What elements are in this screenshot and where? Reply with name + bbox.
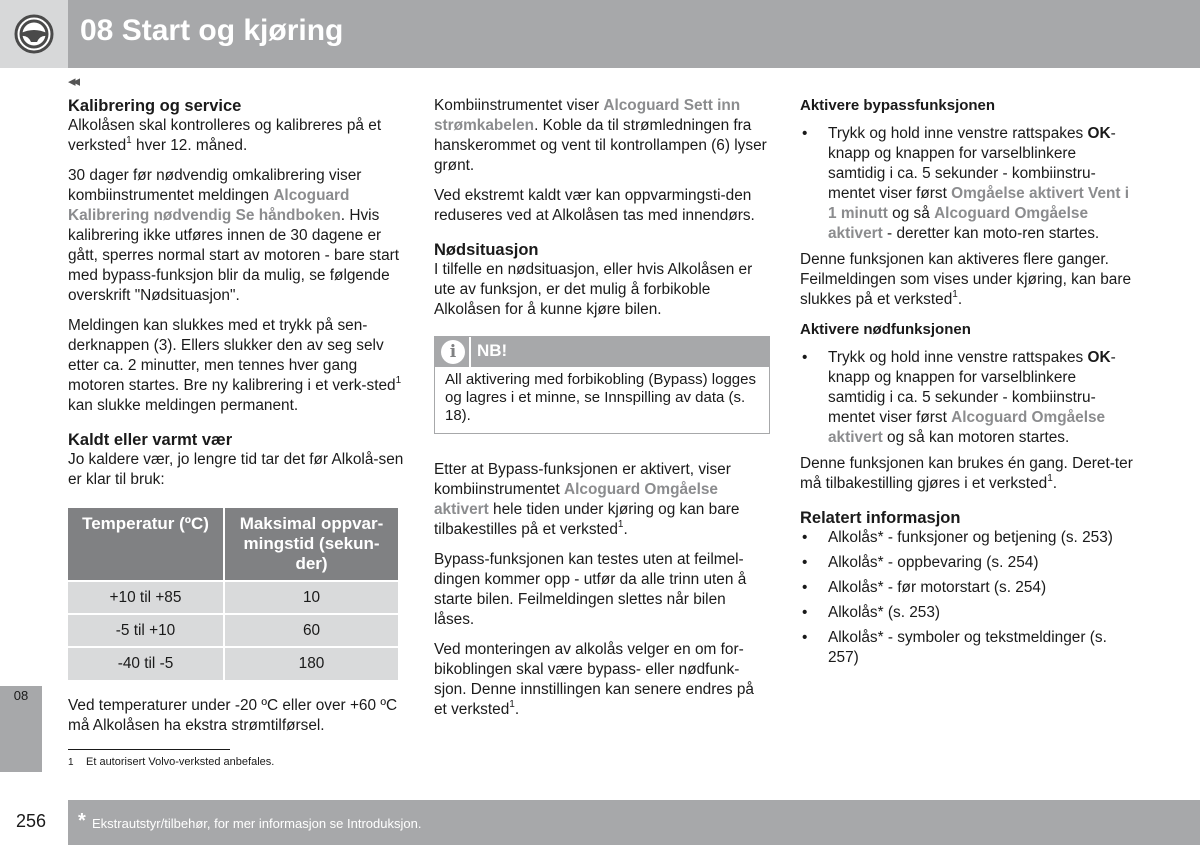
related-link[interactable]: • Alkolås* - symboler og tekstmeldinger (s. 257) [802,629,1107,666]
chapter-tab-label: 08 [13,688,29,703]
footnote-divider [68,749,230,750]
paragraph: 30 dager før nødvendig omkalibrering viser kombiinstrumentet meldingen Alcoguard Kalibrering nødvendig Se håndboken. Hvis kalibrering ikke utføres innen de 30 dagene er gått, sperres normal start av motoren - bare start med bypass-funksjon blir da mulig, se følgende overskrift "Nødsituasjon". [68,167,400,304]
table-cell: 10 [224,581,398,614]
bullet: • [802,579,808,596]
section-title-bypass: Aktivere bypassfunksjonen [800,97,996,114]
display-message: Alcoguard Omgåelse aktivert [828,409,1106,446]
paragraph: Ved monteringen av alkolås velger en om for-bikoblingen skal være bypass- eller nødfunk-sjon. Denne innstillingen kan senere endres på et verksted$^1$. [434,641,754,718]
table-cell: -5 til +10 [68,614,224,647]
page-header [0,0,1200,68]
column-1 [68,96,404,746]
paragraph: I tilfelle en nødsituasjon, eller hvis Alkolåsen er ute av funksjon, er det mulig å forbikoble Alkolåsen for å kunne kjøre bilen. [434,261,753,318]
table-cell: +10 til +85 [68,581,224,614]
paragraph: Bypass-funksjonen kan testes uten at feilmel-dingen kommer opp - utfør da alle trinn uten å starte bilen. Feilmeldingen slettes når bilen låses. [434,551,747,628]
list-item: • Trykk og hold inne venstre rattspakes OK-knapp og knappen for varselblinkere samtidig i ca. 5 sekunder - kombiinstru-mentet viser først Alcoguard Omgåelse aktivert og så kan motoren startes. [802,349,1116,446]
table-row [68,647,398,680]
display-message: Omgåelse aktivert Vent i 1 minutt [828,185,1130,222]
paragraph: Alkolåsen skal kontrolleres og kalibreres på et verksted$^1$ hver 12. måned. [68,117,382,154]
display-message: Alcoguard Omgåelse aktivert [828,205,1089,242]
paragraph: Ved temperaturer under -20 ºC eller over +60 ºC må Alkolåsen ha ekstra strømtilførsel. [68,697,398,734]
footnote-ref: 1 [126,134,132,146]
asterisk-icon: * [78,810,86,832]
note-title: NB! [477,341,508,360]
bullet: • [802,629,808,646]
related-link[interactable]: • Alkolås* - før motorstart (s. 254) [802,579,1047,596]
bypass-steps [800,124,1136,244]
table-cell: 180 [224,647,398,680]
table-header-cell: Temperatur (ºC) [68,508,224,581]
page-footer [68,800,1200,845]
steering-wheel-icon [14,14,54,54]
emergency-steps [800,348,1136,448]
page-title: 08 Start og kjøring [80,14,344,47]
column-3 [800,96,1136,678]
footnote-ref: 1 [509,698,515,710]
table-header-cell: Maksimal oppvar-mingstid (sekun-der) [224,508,398,581]
page-number: 256 [16,811,47,831]
paragraph: Denne funksjonen kan brukes én gang. Deret-ter må tilbakestilling gjøres i et verksted$^1$. [800,455,1133,492]
footnote-ref: 1 [1047,472,1053,484]
bullet: • [802,529,808,546]
table-header-row [68,508,398,581]
note-divider [469,337,471,367]
footnote-ref: 1 [617,518,624,530]
related-link[interactable]: • Alkolås* (s. 253) [802,604,941,621]
note-box [434,336,770,434]
warmup-table [68,508,398,680]
footnote-ref: 1 [395,374,402,386]
related-links [800,528,1136,668]
paragraph: Kombiinstrumentet viser Alcoguard Sett inn strømkabelen. Koble da til strømledningen fra hanskerommet og vent til kontrollampen (6) lyser grønt. [434,97,767,174]
paragraph: Jo kaldere vær, jo lengre tid tar det før Alkolå-sen er klar til bruk: [68,451,404,488]
paragraph: Etter at Bypass-funksjonen er aktivert, viser kombiinstrumentet Alcoguard Omgåelse aktivert hele tiden under kjøring og kan bare tilbakestilles på et verksted$^1$. [434,461,740,538]
bullet: • [802,604,808,621]
display-message: Alcoguard Omgåelse aktivert [434,481,718,518]
table-row [68,614,398,647]
bullet: • [802,125,808,142]
footnote-number: 1 [68,757,74,768]
list-item: • Trykk og hold inne venstre rattspakes OK-knapp og knappen for varselblinkere samtidig i ca. 5 sekunder - kombiinstru-mentet viser først Omgåelse aktivert Vent i 1 minutt og så Alcoguard Omgåelse aktivert - deretter kan moto-ren startes. [802,125,1130,242]
footnote-text: Et autorisert Volvo-verksted anbefales. [86,756,275,768]
column-2 [434,96,770,730]
display-message: Alcoguard Kalibrering nødvendig Se håndboken [68,187,350,224]
bullet: • [802,349,808,366]
related-link[interactable]: • Alkolås* - funksjoner og betjening (s. 253) [802,529,1113,546]
back-arrows-icon[interactable]: ◂◂ [68,73,78,90]
display-message: Alcoguard Sett inn strømkabelen [434,97,741,134]
info-icon: i [441,340,465,364]
footer-text: Ekstrautstyr/tilbehør, for mer informasjon se Introduksjon. [92,816,422,831]
paragraph: Meldingen kan slukkes med et trykk på sen-derknappen (3). Ellers slukker den av seg selv etter ca. 2 minutter, men tennes hver gang motoren startes. Bre ny kalibrering i et verk-sted$^1$ kan slukke meldingen permanent. [68,317,402,414]
section-title-weather: Kaldt eller varmt vær [68,431,233,449]
section-title-emergency-function: Aktivere nødfunksjonen [800,321,971,338]
section-title-emergency: Nødsituasjon [434,241,539,259]
footnote [68,756,274,768]
note-text: All aktivering med forbikobling (Bypass) logges og lagres i et minne, se Innspilling av data (s. 18). [445,371,756,424]
header-icon-box [0,0,68,68]
table-row [68,581,398,614]
note-header [435,337,769,367]
paragraph: Ved ekstremt kaldt vær kan oppvarmingsti-den reduseres ved at Alkolåsen tas med innendørs. [434,187,755,224]
paragraph: Denne funksjonen kan aktiveres flere ganger. Feilmeldingen som vises under kjøring, kan bare slukkes på et verksted$^1$. [800,251,1132,308]
section-title-related: Relatert informasjon [800,509,961,527]
chapter-tab [0,686,42,772]
related-link[interactable]: • Alkolås* - oppbevaring (s. 254) [802,554,1039,571]
section-title-calibration: Kalibrering og service [68,97,242,115]
footnote-ref: 1 [952,288,958,300]
bullet: • [802,554,808,571]
table-cell: -40 til -5 [68,647,224,680]
table-cell: 60 [224,614,398,647]
